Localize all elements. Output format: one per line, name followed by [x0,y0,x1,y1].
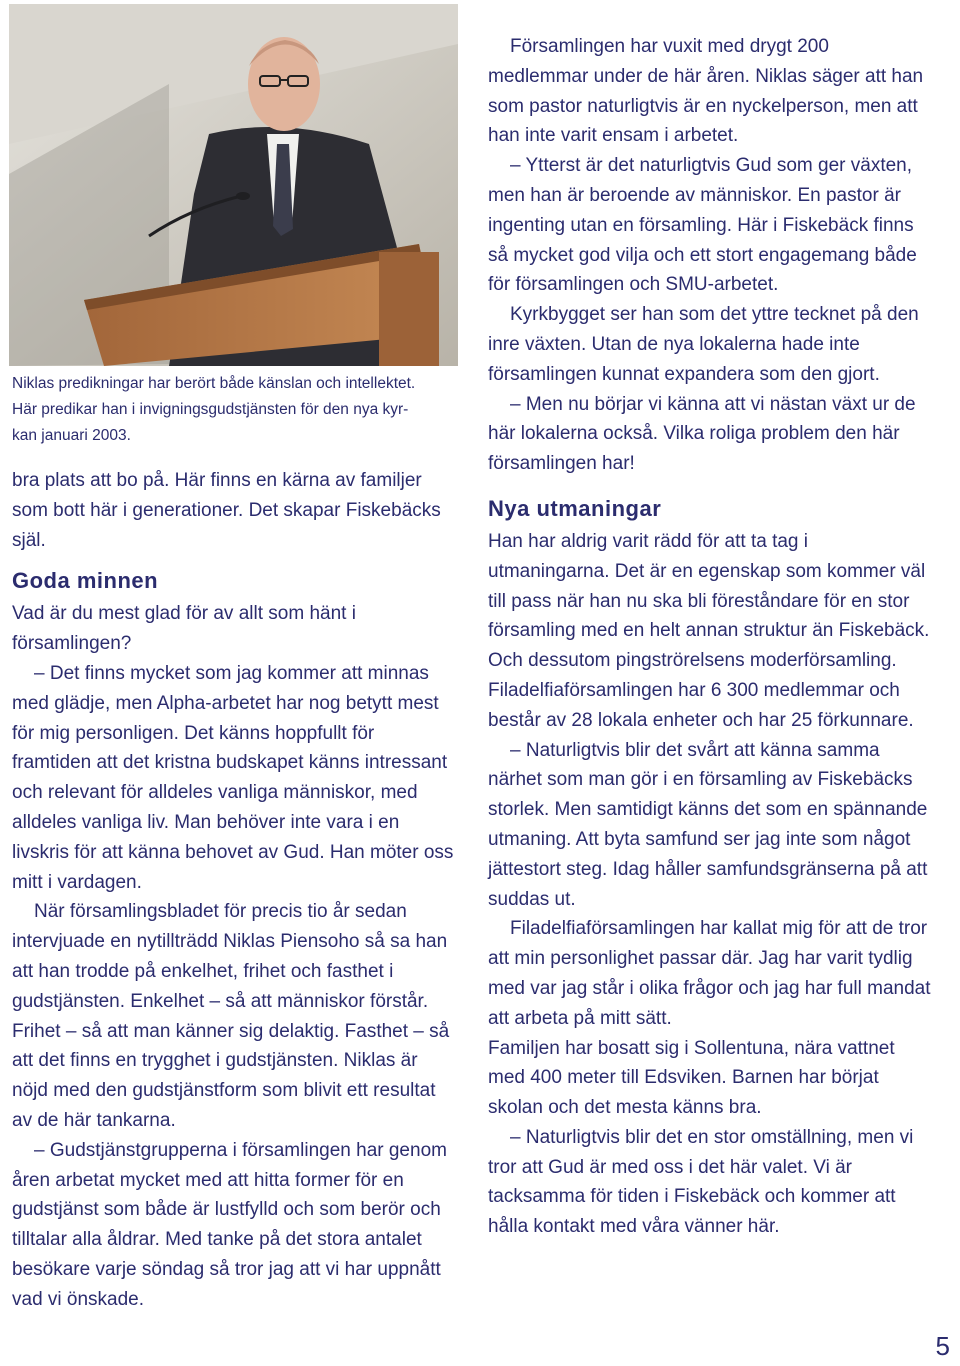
body-paragraph: – Gudstjänstgrupperna i församlingen har genom åren arbetat mycket med att hitta former för en gudstjänst som både är lustfylld och som berör och tilltalar alla åldrar. Med tanke på det stora antalet besökare varje söndag så tror jag att vi har uppnått vad vi önskade. [12,1139,447,1310]
body-paragraph: – Naturligtvis blir det svårt att känna samma närhet som man gör i en församling av Fiskebäcks storlek. Men samtidigt känns det som en spännande utmaning. Att byta samfund ser jag inte som något jättestort steg. Idag håller samfundsgränserna på att suddas ut. [488,739,928,910]
speaker-photo [9,4,458,366]
body-paragraph: – Ytterst är det naturligtvis Gud som ger växten, men han är beroende av människor. En pastor är ingenting utan en församling. Här i Fiskebäck finns så mycket god vilja och ett stort engagemang både för församlingen och SMU-arbetet. [488,155,917,296]
question-paragraph: Vad är du mest glad för av allt som hänt i församlingen? [12,603,356,655]
body-paragraph: När församlingsbladet för precis tio år sedan intervjuade en nytillträdd Niklas Piensoho så sa han att han trodde på enkelhet, frihet och fasthet i gudstjänsten. Enkelhet – så att människor förstår. Frihet – så att man känner sig delaktig. Fasthet – så att det finns en trygghet i gudstjänsten. Niklas är nöjd med den gudstjänstform som blivit ett resultat av de här tankarna. [12,901,450,1131]
body-paragraph: Församlingen har vuxit med drygt 200 medlemmar under de här åren. Niklas säger att han som pastor naturligtvis är en nyckelperson, men att han inte varit ensam i arbetet. [488,36,924,147]
body-paragraph: Filadelfiaförsamlingen har kallat mig för att de tror att min personlighet passar där. Jag har varit tydlig med var jag står i olika frågor och jag har full mandat att arbeta på mitt sätt. [488,918,931,1029]
right-column [488,32,933,1242]
caption-line: Här predikar han i invigningsgudstjänsten för den nya kyr- [12,401,409,418]
section-heading-nya-utmaningar: Nya utmaningar [488,495,662,521]
body-paragraph: – Men nu börjar vi känna att vi nästan växt ur de här lokalerna också. Vilka roliga problem den här församlingen har! [488,393,916,475]
body-paragraph: Familjen har bosatt sig i Sollentuna, nära vattnet med 400 meter till Edsviken. Barnen har börjat skolan och det mesta känns bra. [488,1037,895,1119]
body-paragraph: Han har aldrig varit rädd för att ta tag i utmaningarna. Det är en egenskap som kommer väl till pass när han nu ska bli föreståndare för en stor församling med en helt annan struktur än Fiskebäck. Och dessutom pingströrelsens moderförsamling. Filadelfiaförsamlingen har 6 300 medlemmar och består av 28 lokala enheter och har 25 förkunnare. [488,530,930,731]
body-paragraph: – Det finns mycket som jag kommer att minnas med glädje, men Alpha-arbetet har nog betytt mest för mig personligen. Det känns hoppfullt för framtiden att det kristna budskapet känns intressant och relevant för alldeles vanliga människor, med alldeles vanliga liv. Man behöver inte vara i en livskris för att känna behovet av Gud. Han möter oss mitt i vardagen. [12,662,454,893]
body-paragraph: – Naturligtvis blir det en stor omställning, men vi tror att Gud är med oss i det här valet. Vi är tacksamma för tiden i Fiskebäck och kommer att hålla kontakt med våra vänner här. [488,1126,914,1238]
intro-paragraph: bra plats att bo på. Här finns en kärna av familjer som bott här i generationer. Det skapar Fiskebäcks själ. [12,470,441,551]
photo-illustration [9,4,458,366]
left-column [12,466,458,1315]
body-paragraph: Kyrkbygget ser han som det yttre tecknet på den inre växten. Utan de nya lokalerna hade inte församlingen kunnat expandera som den gjort. [488,304,919,385]
photo-caption [12,371,460,449]
section-heading-goda-minnen: Goda minnen [12,568,159,594]
caption-line: Niklas predikningar har berört både känslan och intellektet. [12,375,416,392]
caption-line: kan januari 2003. [12,427,131,444]
page-number: 5 [935,1331,950,1361]
